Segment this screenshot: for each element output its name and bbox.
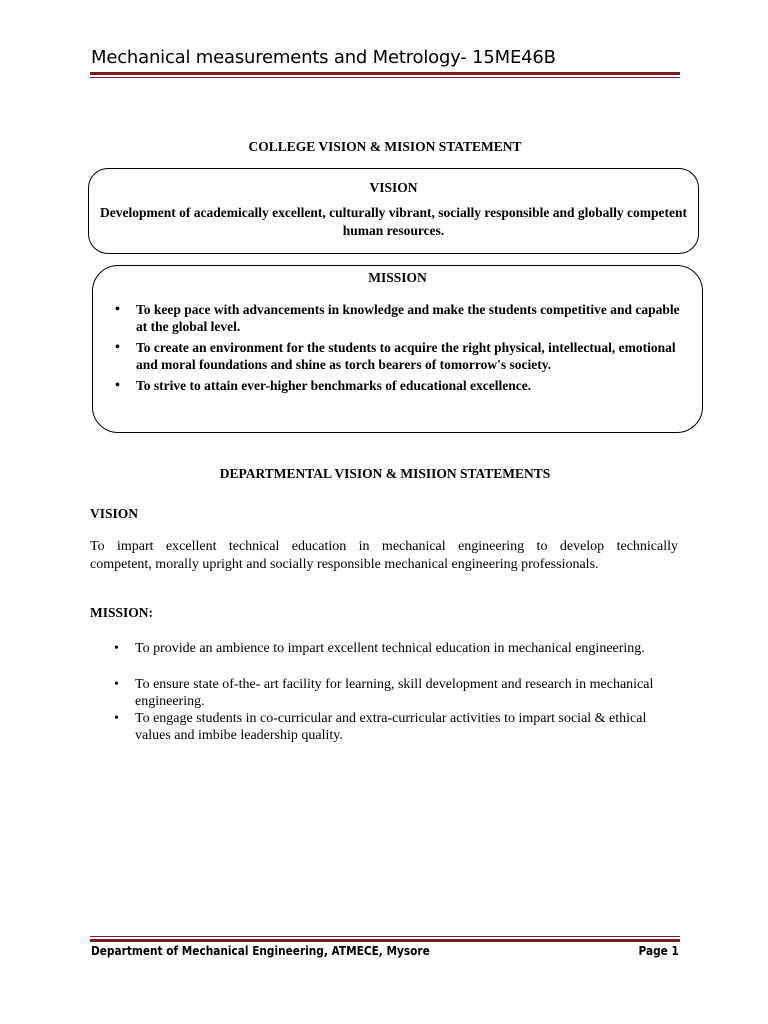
department-vision-text [90,538,678,574]
list-item: • To provide an ambience to impart excellent technical education in mechanical engineering. [90,640,660,657]
college-mission-list [93,301,702,394]
footer-department: Department of Mechanical Engineering, ATMECE, Mysore [91,944,430,958]
department-mission-label: MISSION: [90,605,154,620]
college-heading: COLLEGE VISION & MISION STATEMENT [248,139,522,154]
footer-page-number: Page 1 [638,944,679,958]
college-vision-box [88,168,699,254]
footer-rule-thick [90,939,680,942]
college-vision-title: VISION [369,180,418,195]
header-rule-thin [90,77,680,78]
department-vision-label: VISION [90,506,139,521]
header-rule-thick [90,72,680,75]
list-item: • To keep pace with advancements in knowledge and make the students competitive and capable at the global level. [93,301,684,335]
college-vision-text: Development of academically excellent, culturally vibrant, socially responsible and globally competent human resources. [100,205,687,238]
footer-rule-thin [90,936,680,937]
college-mission-title: MISSION [368,270,427,285]
department-heading: DEPARTMENTAL VISION & MISIION STATEMENTS [219,466,551,481]
list-item: • To engage students in co-curricular and extra-curricular activities to impart social & ethical values and imbibe leadership quality. [90,710,660,744]
list-item: • To ensure state of-the- art facility for learning, skill development and research in mechanical engineering. [90,676,660,710]
list-item: • To strive to attain ever-higher benchmarks of educational excellence. [93,377,684,394]
vision-line-2: competent, morally upright and socially responsible mechanical engineering professionals. [90,557,599,572]
department-mission-list [90,640,660,744]
vision-line-1: To impart excellent technical education in mechanical engineering to develop technically [90,539,678,554]
page-header-title: Mechanical measurements and Metrology- 15ME46B [91,47,556,68]
college-mission-box [92,265,703,433]
list-item: • To create an environment for the students to acquire the right physical, intellectual, emotional and moral foundations and shine as torch bearers of tomorrow's society. [93,339,684,373]
